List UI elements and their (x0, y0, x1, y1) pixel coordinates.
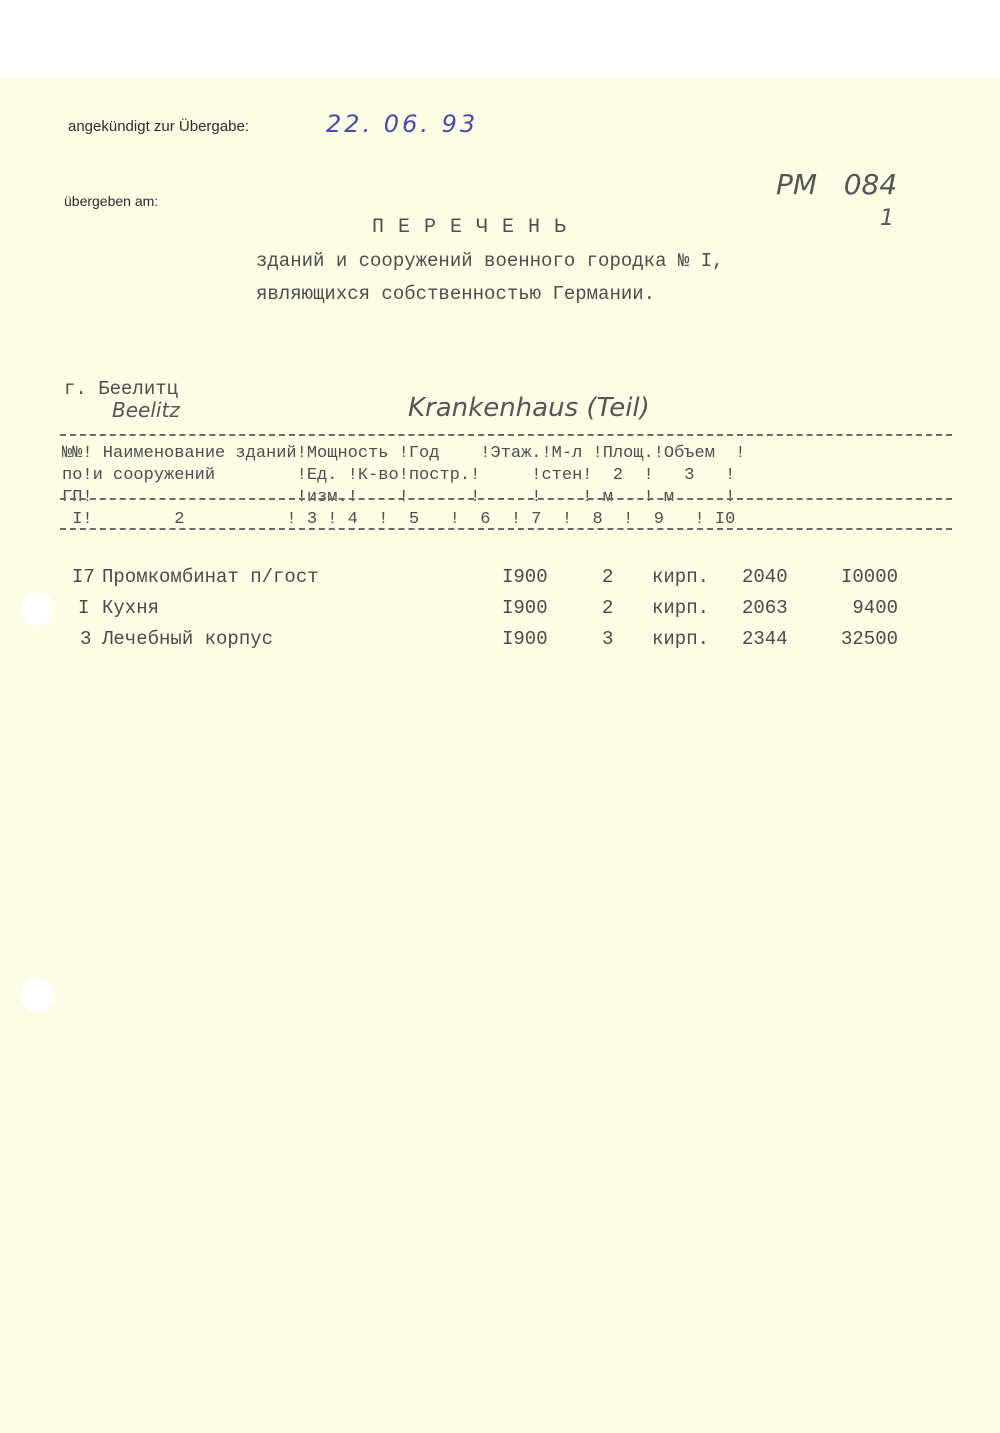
archive-code: PM 084 (776, 168, 898, 201)
row-year: I900 (502, 566, 548, 588)
table-numbers-rule (60, 528, 952, 530)
city-name: г. Беелитц (64, 378, 179, 400)
row-area: 2063 (742, 597, 788, 619)
announced-date: 22. 06. 93 (326, 110, 479, 138)
row-name: Промкомбинат п/гост (102, 566, 319, 588)
table-top-rule (60, 434, 952, 436)
archive-sub: 1 (880, 206, 894, 231)
table-row (72, 597, 898, 627)
row-number: 3 (80, 628, 92, 650)
document-page (0, 78, 1000, 1433)
table-row (72, 566, 898, 596)
row-material: кирп. (652, 566, 710, 588)
table-header-line-3: ГП! !изм.! ! ! ! ! м ! м ! (62, 488, 736, 507)
city-name-de: Beelitz (112, 398, 180, 422)
row-year: I900 (502, 628, 548, 650)
row-floors: 3 (602, 628, 614, 650)
row-material: кирп. (652, 628, 710, 650)
table-row (72, 628, 898, 658)
table-header-line-2: по!и сооружений !Ед. !К-во!постр.! !стен! 2 ! 3 ! (62, 466, 736, 485)
row-volume: I0000 (840, 566, 898, 588)
row-material: кирп. (652, 597, 710, 619)
handed-stamp: übergeben am: (64, 193, 159, 209)
punch-hole-top (20, 592, 54, 626)
row-number: I7 (72, 566, 95, 588)
row-area: 2040 (742, 566, 788, 588)
row-volume: 9400 (852, 597, 898, 619)
row-name: Лечебный корпус (102, 628, 274, 650)
row-volume: 32500 (840, 628, 898, 650)
table-column-numbers: I! 2 ! 3 ! 4 ! 5 ! 6 ! 7 ! 8 ! 9 ! I0 (62, 510, 736, 529)
table-header-line-1: №№! Наименование зданий!Мощность !Год !Этаж.!М-л !Площ.!Объем ! (62, 444, 746, 463)
row-year: I900 (502, 597, 548, 619)
announced-stamp: angekündigt zur Übergabe: (68, 118, 249, 135)
punch-hole-bottom (20, 978, 54, 1012)
document-subtitle-2: являющихся собственностью Германии. (256, 283, 656, 305)
object-note: Krankenhaus (Teil) (408, 393, 650, 423)
document-subtitle-1: зданий и сооружений военного городка № I, (256, 250, 724, 272)
table-header-rule (60, 498, 952, 500)
row-floors: 2 (602, 566, 614, 588)
row-floors: 2 (602, 597, 614, 619)
row-number: I (78, 597, 90, 619)
document-title: ПЕРЕЧЕНЬ (372, 216, 581, 239)
row-area: 2344 (742, 628, 788, 650)
row-name: Кухня (102, 597, 160, 619)
